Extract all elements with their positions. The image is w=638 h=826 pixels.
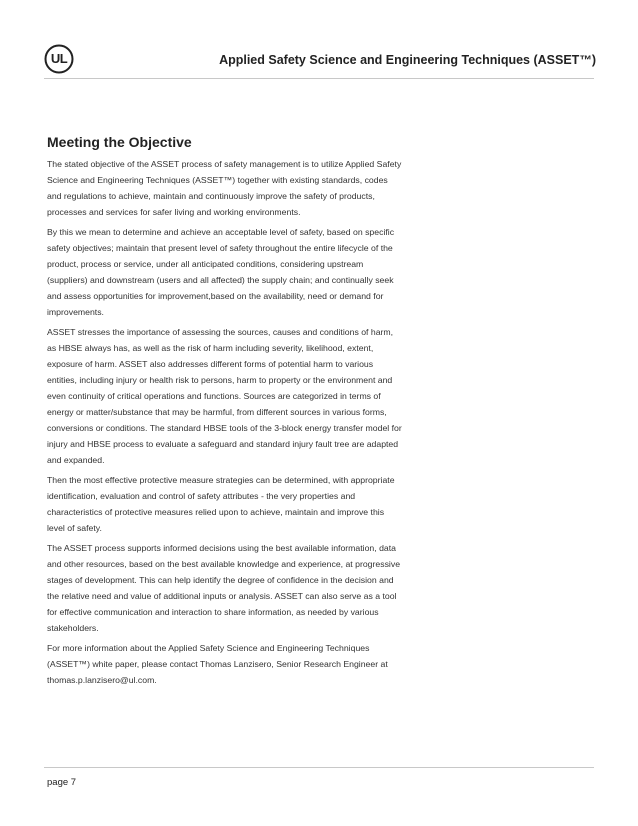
header-divider — [44, 78, 594, 79]
paragraph: The ASSET process supports informed decisions using the best available information, data and other resources, based on the best available knowledge and experience, at progressive stages of development. This can help identify the degree of confidence in the decision and the relative need and value of additional inputs or analysis. ASSET can also serve as a tool for effective communication and interaction to share information, as needed by various stakeholders. — [47, 543, 401, 633]
paragraph: For more information about the Applied Safety Science and Engineering Techniques (ASSET™) white paper, please contact Thomas Lanzisero, Senior Research Engineer at thomas.p.lanzisero@ul.com. — [47, 643, 388, 685]
section-heading: Meeting the Objective — [47, 134, 192, 150]
paragraph: ASSET stresses the importance of assessing the sources, causes and conditions of harm, as HBSE always has, as well as the risk of harm including severity, likelihood, extent, exposure of harm. ASSET also addresses different forms of potential harm to various entities, including injury or health risk to persons, harm to property or the environment and even continuity of critical operations and functions. Sources are categorized in terms of energy or matter/substance that may be harmful, from different sources in various forms, conversions or conditions. The standard HBSE tools of the 3-block energy transfer model for injury and HBSE process to evaluate a safeguard and standard injury fault tree are adapted and expanded. — [47, 327, 402, 465]
paragraph: Then the most effective protective measure strategies can be determined, with appropriate identification, evaluation and control of safety attributes - the very properties and characteristics of protective measures relied upon to achieve, maintain and improve this level of safety. — [47, 475, 395, 533]
page-number: page 7 — [47, 777, 77, 788]
logo-text: UL — [50, 51, 68, 66]
main-content — [47, 134, 403, 692]
header-title: Applied Safety Science and Engineering Techniques (ASSET™) — [219, 53, 596, 67]
footer-divider — [44, 767, 594, 768]
ul-logo — [44, 44, 74, 74]
paragraph: By this we mean to determine and achieve an acceptable level of safety, based on specific safety objectives; maintain that present level of safety throughout the entire lifecycle of the product, process or service, under all anticipated conditions, considering upstream (suppliers) and downstream (users and all affected) the supply chain; and continually seek and assess opportunities for improvement,based on the availability, need or demand for improvements. — [47, 227, 395, 317]
paragraph: The stated objective of the ASSET process of safety management is to utilize Applied Safety Science and Engineering Techniques (ASSET™) together with existing standards, codes and regulations to achieve, maintain and continuously improve the safety of products, processes and services for safer living and working environments. — [47, 159, 402, 217]
